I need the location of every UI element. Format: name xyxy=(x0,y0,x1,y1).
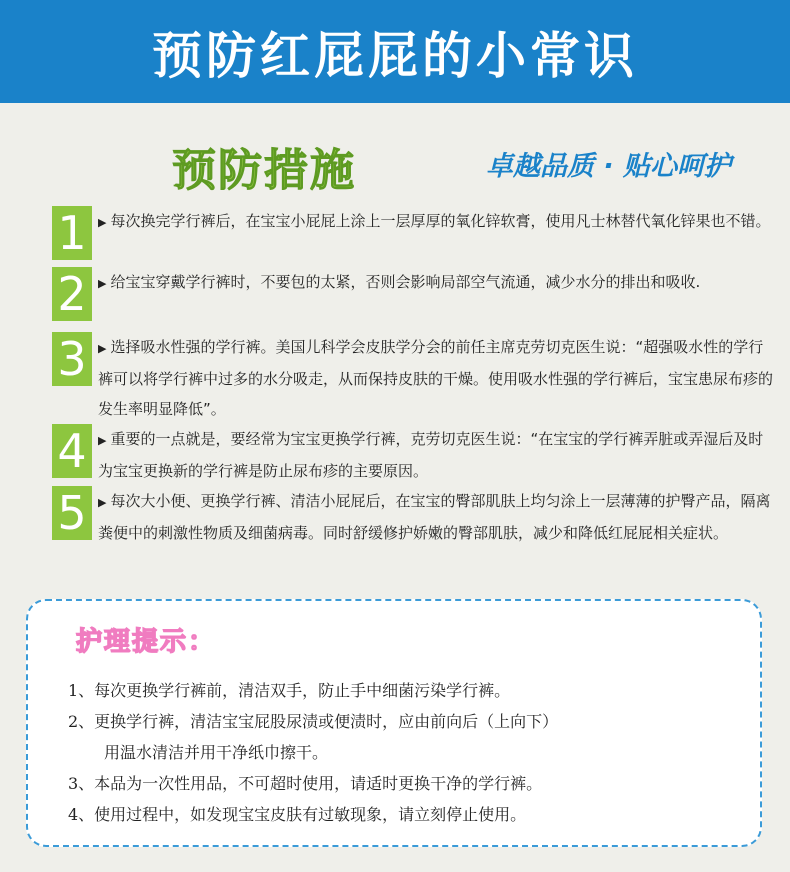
measure-text: ▶ 每次大小便、更换学行裤、清洁小屁屁后，在宝宝的臀部肌肤上均匀涂上一层薄薄的护臀产品，隔离粪便中的刺激性物质及细菌病毒。同时舒缓修护娇嫩的臀部肌肤，减少和降低红屁屁相关症状。 xyxy=(98,492,771,542)
measure-number: 5 xyxy=(52,486,92,540)
triangle-right-icon: ▶ xyxy=(98,277,107,290)
measure-number: 1 xyxy=(52,206,92,260)
page-title: 预防红屁屁的小常识 xyxy=(152,26,638,85)
care-tips-list xyxy=(68,675,748,830)
measure-number: 4 xyxy=(52,424,92,478)
care-tips-title: 护理提示： xyxy=(76,627,217,657)
header-banner xyxy=(0,0,790,103)
tip-item: 1、每次更换学行裤前，清洁双手，防止手中细菌污染学行裤。 xyxy=(68,681,511,700)
tip-item: 2、更换学行裤，清洁宝宝屁股尿渍或便渍时，应由前向后（上向下） 用温水清洁并用干净纸巾擦干。 xyxy=(68,712,559,762)
measure-text: ▶ 每次换完学行裤后，在宝宝小屁屁上涂上一层厚厚的氧化锌软膏，使用凡士林替代氧化锌果也不错。 xyxy=(98,212,771,230)
triangle-right-icon: ▶ xyxy=(98,496,107,509)
triangle-right-icon: ▶ xyxy=(98,434,107,447)
measure-number: 3 xyxy=(52,332,92,386)
triangle-right-icon: ▶ xyxy=(98,342,107,355)
measure-text: ▶ 给宝宝穿戴学行裤时，不要包的太紧，否则会影响局部空气流通，减少水分的排出和吸收. xyxy=(98,273,701,291)
tip-item: 3、本品为一次性用品，不可超时使用，请适时更换干净的学行裤。 xyxy=(68,774,543,793)
tip-item: 4、使用过程中，如发现宝宝皮肤有过敏现象，请立刻停止使用。 xyxy=(68,805,527,824)
triangle-right-icon: ▶ xyxy=(98,216,107,229)
measure-text: ▶ 重要的一点就是，要经常为宝宝更换学行裤，克劳切克医生说：“在宝宝的学行裤弄脏或弄湿后及时为宝宝更换新的学行裤是防止尿布疹的主要原因。 xyxy=(98,430,764,480)
care-tips-box xyxy=(26,599,762,847)
slogan: 卓越品质 · 贴心呵护 xyxy=(486,151,732,182)
measure-text: ▶ 选择吸水性强的学行裤。美国儿科学会皮肤学分会的前任主席克劳切克医生说：“超强吸水性的学行裤可以将学行裤中过多的水分吸走，从而保持皮肤的干燥。使用吸水性强的学行裤后，宝宝患尿布疹的发生率明显降低”。 xyxy=(98,338,774,418)
section-title: 预防措施 xyxy=(172,145,356,196)
measure-number: 2 xyxy=(52,267,92,321)
